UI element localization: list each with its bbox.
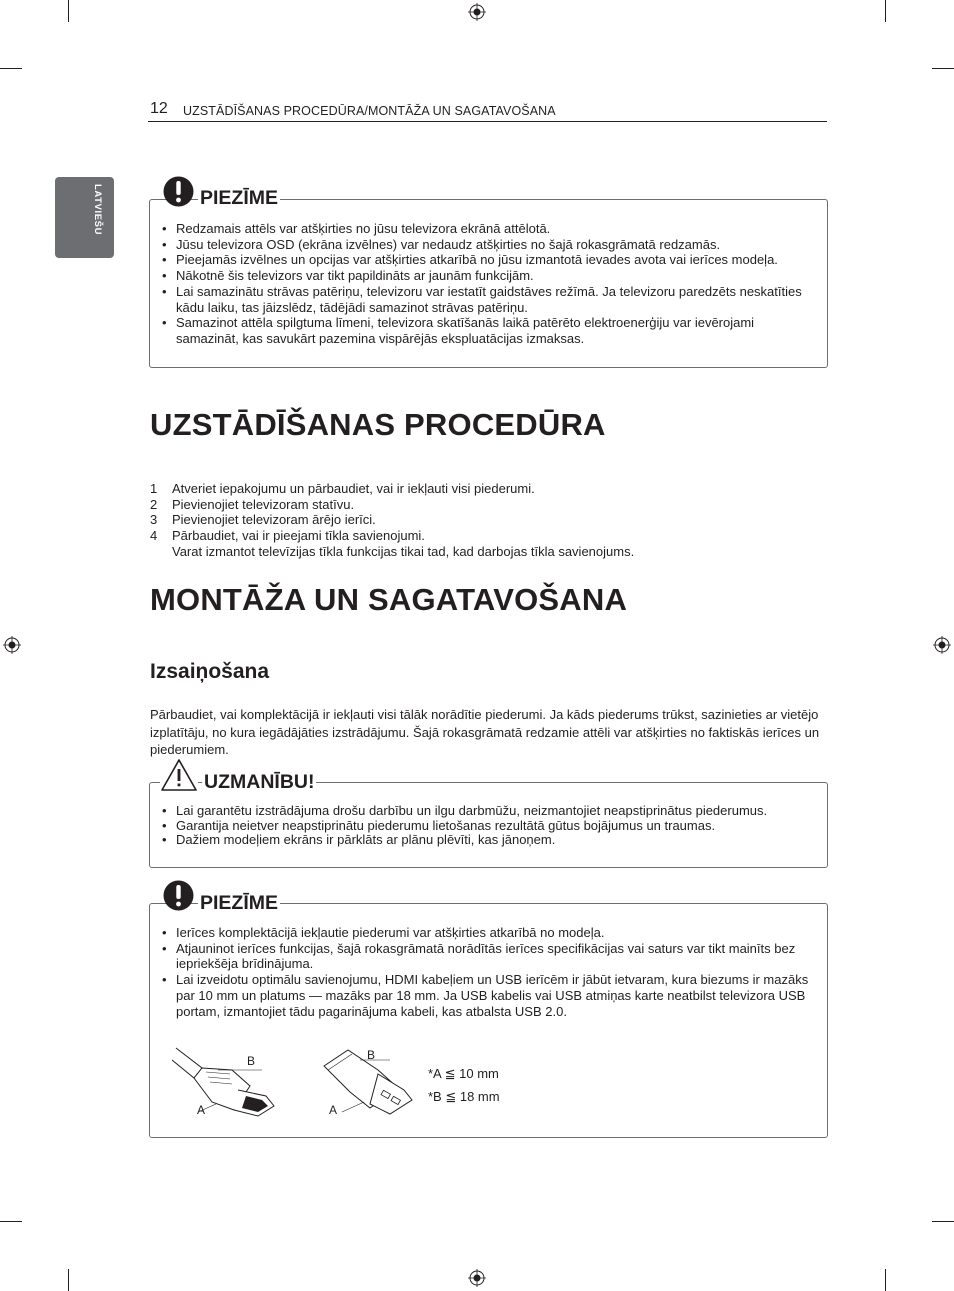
subsection-title: Izsaiņošana — [150, 660, 270, 683]
list-item: • Ierīces komplektācijā iekļautie piederumi var atšķirties atkarībā no modeļa. — [162, 925, 817, 941]
hdmi-connector-illustration — [172, 1040, 282, 1120]
hdmi-label-b: B — [247, 1054, 256, 1068]
language-tab-label: LATVIEŠU — [92, 184, 103, 236]
dimension-a: *A ≦ 10 mm — [428, 1066, 499, 1081]
crop-mark — [932, 1221, 954, 1222]
crop-mark — [0, 68, 22, 69]
crop-mark — [932, 68, 954, 69]
step-text: Atveriet iepakojumu un pārbaudiet, vai ir iekļauti visi piederumi. — [172, 481, 535, 496]
warning-triangle-icon — [160, 758, 198, 792]
registration-mark-icon — [468, 3, 486, 21]
note-list — [162, 221, 817, 347]
step-number: 3 — [150, 512, 158, 528]
note-list — [162, 925, 817, 1019]
step-subtext: Varat izmantot televīzijas tīkla funkcijas tikai tad, kad darbojas tīkla savienojums. — [172, 543, 635, 559]
exclamation-icon — [163, 880, 194, 911]
list-item: • Garantija neietver neapstiprinātu piederumu lietošanas rezultātā gūtus bojājumus un traumas. — [162, 819, 817, 834]
crop-mark — [885, 1269, 886, 1291]
crop-mark — [68, 0, 69, 22]
registration-mark-icon — [933, 636, 951, 654]
list-item: • Samazinot attēla spilgtuma līmeni, televizora skatīšanās laikā patērēto elektroenerģiju var ievērojami samazināt, kas savukārt pazemina vispārējās ekspluatācijas izmaksas. — [162, 315, 817, 346]
list-item: • Lai garantētu izstrādājuma drošu darbību un ilgu darbmūžu, neizmantojiet neapstiprinātus piederumus. — [162, 804, 817, 819]
note-title: PIEZĪME — [200, 187, 279, 209]
list-item: • Nākotnē šis televizors var tikt papildināts ar jaunām funkcijām. — [162, 268, 817, 284]
running-head: UZSTĀDĪŠANAS PROCEDŪRA/MONTĀŽA UN SAGATAVOŠANA — [183, 104, 556, 118]
list-item: • Dažiem modeļiem ekrāns ir pārklāts ar plānu plēvīti, kas jānoņem. — [162, 833, 817, 848]
page-number: 12 — [150, 100, 168, 117]
registration-mark-icon — [3, 636, 21, 654]
usb-label-b: B — [367, 1048, 376, 1062]
step-number: 4 — [150, 528, 158, 544]
list-item: • Atjauninot ierīces funkcijas, šajā rokasgrāmatā norādītās ierīces specifikācijas vai saturs var tikt mainīts bez iepriekšēja brīdinājuma. — [162, 941, 817, 972]
list-item: • Lai samazinātu strāvas patēriņu, televizoru var iestatīt gaidstāves režīmā. Ja televizoru paredzēts neskatīties kādu laiku, tas jāizslēdz, tādējādi samazinot strāvas patēriņu. — [162, 284, 817, 315]
crop-mark — [885, 0, 886, 22]
crop-mark — [68, 1269, 69, 1291]
note-title: PIEZĪME — [200, 892, 279, 914]
list-item: • Redzamais attēls var atšķirties no jūsu televizora ekrānā attēlotā. — [162, 221, 817, 237]
list-item — [150, 528, 830, 559]
list-item: • Lai izveidotu optimālu savienojumu, HDMI kabeļiem un USB ierīcēm ir jābūt ietvaram, kura biezums ir mazāks par 10 mm un platums — mazāks par 18 mm. Ja USB kabelis vai USB atmiņas karte neatbilst televizora USB portam, izmantojiet tādu pagarinājuma kabeli, kas atbalsta USB 2.0. — [162, 972, 817, 1019]
list-item — [150, 497, 830, 513]
step-text: Pārbaudiet, vai ir pieejami tīkla savienojumi. — [172, 528, 425, 544]
dimension-b: *B ≦ 18 mm — [428, 1089, 500, 1104]
list-item — [150, 481, 830, 497]
hdmi-label-a: A — [197, 1103, 206, 1117]
step-number: 1 — [150, 481, 158, 496]
exclamation-icon — [163, 176, 194, 207]
section-title: MONTĀŽA UN SAGATAVOŠANA — [150, 582, 628, 617]
usb-label-a: A — [329, 1103, 338, 1117]
list-item: • Jūsu televizora OSD (ekrāna izvēlnes) var nedaudz atšķirties no šajā rokasgrāmatā redzamās. — [162, 237, 817, 253]
language-tab — [55, 177, 114, 258]
step-text: Pievienojiet televizoram statīvu. — [172, 496, 355, 512]
header-rule — [148, 121, 827, 122]
list-item: • Pieejamās izvēlnes un opcijas var atšķirties atkarībā no jūsu izmantotā ievades avota vai ierīces modeļa. — [162, 252, 817, 268]
steps-list — [150, 481, 830, 560]
step-number: 2 — [150, 496, 158, 512]
list-item — [150, 512, 830, 528]
step-text: Pievienojiet televizoram ārējo ierīci. — [172, 512, 376, 528]
caution-title: UZMANĪBU! — [204, 771, 315, 793]
caution-list — [162, 804, 817, 848]
section-title: UZSTĀDĪŠANAS PROCEDŪRA — [150, 407, 606, 442]
registration-mark-icon — [468, 1269, 486, 1287]
crop-mark — [0, 1221, 22, 1222]
paragraph: Pārbaudiet, vai komplektācijā ir iekļauti visi tālāk norādītie piederumi. Ja kāds piederums trūkst, sazinieties ar vietējo izplatītāju, no kura iegādājāties izstrādājumu. Šajā rokasgrāmatā redzamie attēli var atšķirties no faktiskās ierīces un piederumiem. — [150, 707, 820, 757]
